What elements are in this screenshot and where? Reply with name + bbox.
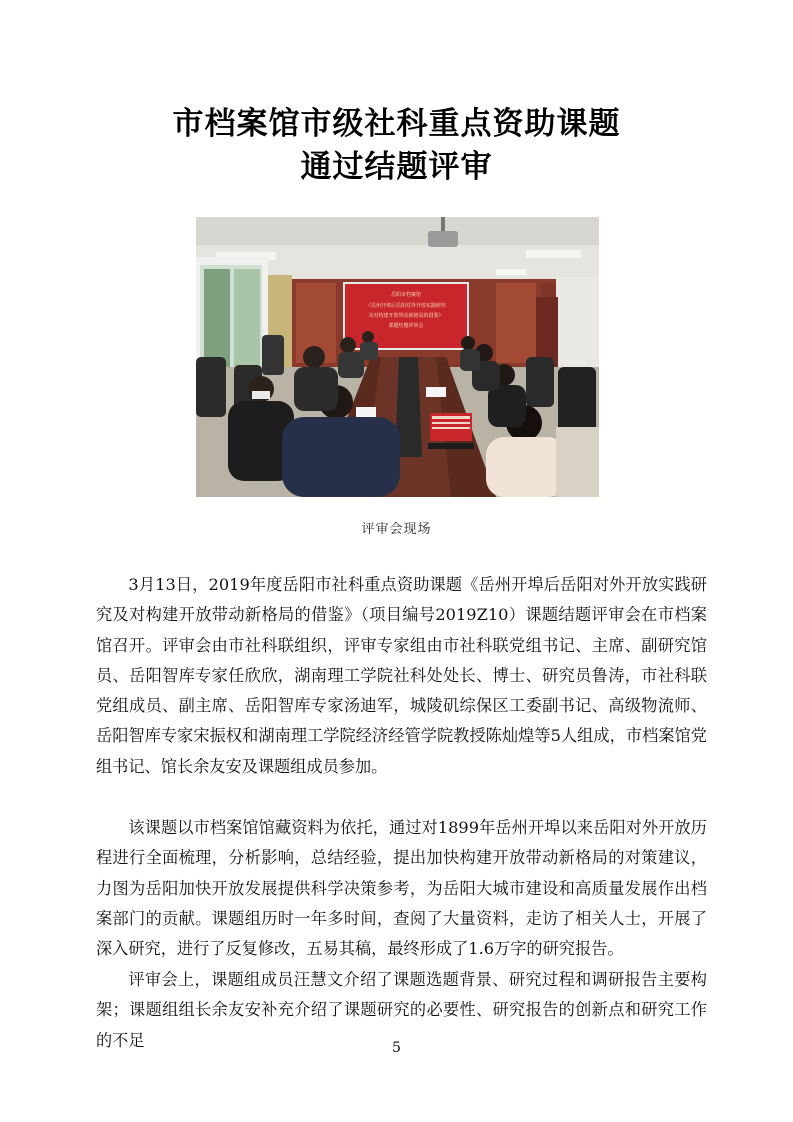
- paragraph-1: [96, 570, 707, 782]
- page-number: 5: [392, 1040, 401, 1056]
- page-title-line1: 市档案馆市级社科重点资助课题: [172, 106, 621, 142]
- screen-text-2: 《岳州开埠后岳阳对外开放实践研究: [365, 303, 447, 309]
- page-title-line2: 通过结题评审: [300, 149, 493, 185]
- meeting-photo: [196, 217, 599, 497]
- screen-text-1: 岳阳市档案馆: [390, 292, 422, 298]
- screen-text-4: 课题结题评审会: [388, 323, 424, 329]
- paragraph-1-text: 3月13日，2019年度岳阳市社科重点资助课题《岳州开埠后岳阳对外开放实践研究及对构建开放带动新格局的借鉴》（项目编号2019Z10）课题结题评审会在市档案馆召开。评审会由市社科联组织，评审专家组由市社科联党组书记、主席、副研究馆员、岳阳智库专家任欣欣，湖南理工学院社科处处长、博士、研究员鲁涛，市社科联党组成员、副主席、岳阳智库专家汤迪军，城陵矶综保区工委副书记、高级物流师、岳阳智库专家宋振权和湖南理工学院经济经管学院教授陈灿煌等5人组成，市档案馆党组书记、馆长余友安及课题组成员参加。: [96, 575, 707, 776]
- meeting-room-photo-icon: [196, 217, 599, 497]
- screen-text-3: 及对构建开放带动新格局的借鉴》: [368, 313, 444, 319]
- photo-caption: 评审会现场: [361, 522, 432, 537]
- paragraph-2: [96, 813, 707, 964]
- paragraph-2-text: 该课题以市档案馆馆藏资料为依托，通过对1899年岳州开埠以来岳阳对外开放历程进行全面梳理，分析影响，总结经验，提出加快构建开放带动新格局的对策建议，力图为岳阳加快开放发展提供科学决策参考，为岳阳大城市建设和高质量发展作出档案部门的贡献。课题组历时一年多时间，查阅了大量资料，走访了相关人士，开展了深入研究，进行了反复修改，五易其稿，最终形成了1.6万字的研究报告。: [96, 818, 707, 959]
- paragraph-3-text: 评审会上，课题组成员汪慧文介绍了课题选题背景、研究过程和调研报告主要构架；课题组组长余友安补充介绍了课题研究的必要性、研究报告的创新点和研究工作的不足: [96, 970, 707, 1050]
